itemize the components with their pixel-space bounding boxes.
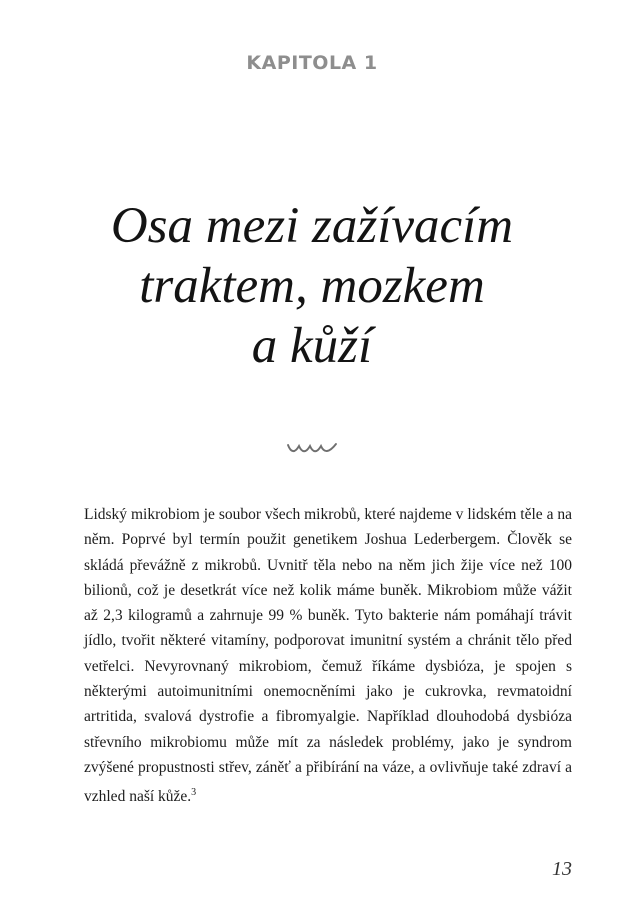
chapter-label: KAPITOLA 1 — [246, 52, 378, 74]
chapter-title-line-3: a kůží — [251, 318, 373, 374]
page-number: 13 — [552, 858, 572, 880]
chapter-title-line-1: Osa mezi zažívacím — [110, 198, 514, 254]
wave-ornament-icon — [286, 440, 338, 456]
chapter-title — [62, 196, 562, 376]
footnote-reference[interactable]: 3 — [191, 787, 197, 799]
body-paragraph-text: Lidský mikrobiom je soubor všech mikrobů, které najdeme v lidském těle a na něm. Poprvé byl termín použit genetikem Joshua Lederbergem. Člověk se skládá převážně z mikrobů. Uvnitř těla nebo na něm jich žije více než 100 bilionů, což je desetkrát více než kolik máme buněk. Mikrobiom může vážit až 2,3 kilogramů a zahrnuje 99 % buněk. Tyto bakterie nám pomáhají trávit jídlo, tvořit některé vitamíny, podporovat imunitní systém a chránit tělo před vetřelci. Nevyrovnaný mikrobiom, čemuž říkáme dysbióza, je spojen s některými autoimunitními onemocněními jako je cukrovka, revmatoidní artritida, svalová dystrofie a fibromyalgie. Například dlouhodobá dysbióza střevního mikrobiomu může mít za následek problémy, jako je syndrom zvýšené propustnosti střev, záněť a přibírání na váze, a ovlivňuje také zdraví a vzhled naší kůže. — [84, 506, 572, 806]
chapter-title-line-2: traktem, mozkem — [139, 258, 485, 314]
body-paragraph — [84, 502, 572, 810]
